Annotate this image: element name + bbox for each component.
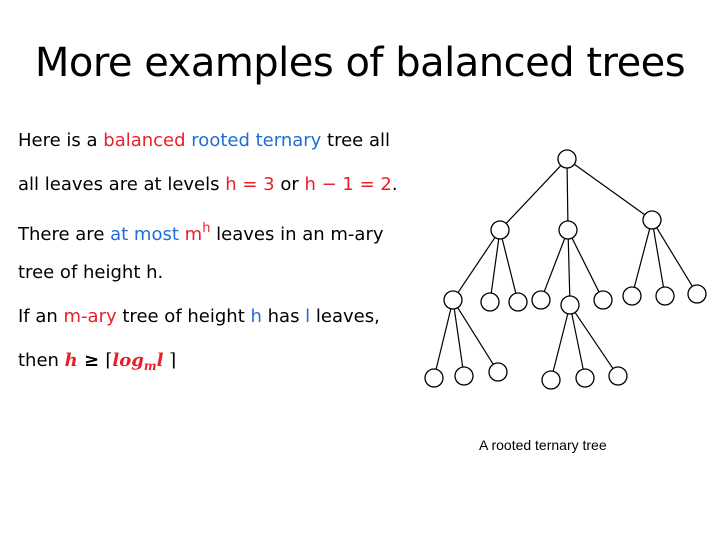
- text-segment: rooted ternary: [191, 130, 322, 151]
- formula-line: [18, 350, 428, 372]
- tree-edge: [544, 238, 565, 291]
- tree-edge: [454, 309, 462, 367]
- tree-node: [444, 291, 462, 309]
- tree-node: [509, 293, 527, 311]
- text-segment: l: [305, 306, 311, 327]
- tree-edge: [553, 314, 568, 372]
- tree-node: [623, 287, 641, 305]
- formula-right-bracket: ⌉: [163, 350, 177, 371]
- text-segment: Here is a: [18, 130, 104, 151]
- tree-node: [609, 367, 627, 385]
- tree-node: [542, 371, 560, 389]
- formula-left-bracket: ⌈: [105, 350, 113, 371]
- text-segment: There are: [18, 224, 111, 245]
- tree-node: [594, 291, 612, 309]
- tree-node: [561, 296, 579, 314]
- tree-node: [532, 291, 550, 309]
- bullet-line: [18, 218, 428, 245]
- tree-node: [559, 221, 577, 239]
- tree-edge: [458, 237, 495, 292]
- text-segment: h: [202, 221, 211, 236]
- text-segment: leaves,: [310, 306, 380, 327]
- text-segment: m: [184, 224, 203, 245]
- tree-edge: [654, 229, 664, 287]
- tree-node: [491, 221, 509, 239]
- tree-node: [656, 287, 674, 305]
- tree-node: [455, 367, 473, 385]
- tree-node: [425, 369, 443, 387]
- formula-base: m: [143, 359, 157, 373]
- text-segment: m-ary: [63, 306, 117, 327]
- bullet-line: [18, 174, 428, 196]
- text-segment: tree of height h.: [18, 262, 164, 283]
- text-segment: has: [261, 306, 306, 327]
- formula-lhs: h: [64, 350, 78, 371]
- tree-node: [643, 211, 661, 229]
- tree-node: [489, 363, 507, 381]
- text-segment: or: [274, 174, 305, 195]
- text-segment: leaves in an m-ary: [210, 224, 384, 245]
- tree-edge: [572, 238, 599, 292]
- tree-edge: [436, 309, 451, 370]
- tree-edge: [574, 164, 644, 215]
- text-segment: all leaves are at levels: [18, 174, 226, 195]
- text-segment: tree all: [321, 130, 391, 151]
- text-segment: at most: [110, 224, 179, 245]
- bullet-line: [18, 262, 428, 284]
- tree-edge: [506, 166, 561, 224]
- text-segment: h − 1 = 2: [304, 174, 392, 195]
- text-segment: tree of height: [116, 306, 251, 327]
- text-segment: If an: [18, 306, 64, 327]
- bullet-list: [18, 130, 428, 394]
- formula-arg: l: [156, 350, 164, 371]
- formula-prefix: then: [18, 350, 65, 371]
- bullet-line: [18, 130, 428, 152]
- tree-edge: [458, 308, 493, 365]
- slide-title: More examples of balanced trees: [34, 40, 686, 86]
- tree-edge: [567, 168, 568, 221]
- bullet-line: [18, 306, 428, 328]
- tree-edge: [502, 239, 516, 294]
- tree-node: [688, 285, 706, 303]
- tree-caption: A rooted ternary tree: [479, 437, 607, 453]
- text-segment: h: [250, 306, 262, 327]
- text-segment: h = 3: [225, 174, 275, 195]
- text-segment: balanced: [103, 130, 186, 151]
- formula-op: ≥: [77, 350, 106, 371]
- tree-edge: [568, 239, 570, 296]
- formula-log: log: [112, 350, 144, 371]
- tree-edge: [634, 229, 649, 288]
- text-segment: .: [391, 174, 398, 195]
- tree-node: [576, 369, 594, 387]
- tree-node: [481, 293, 499, 311]
- ternary-tree-diagram: [410, 140, 710, 400]
- tree-root-node: [558, 150, 576, 168]
- tree-edge: [491, 239, 499, 293]
